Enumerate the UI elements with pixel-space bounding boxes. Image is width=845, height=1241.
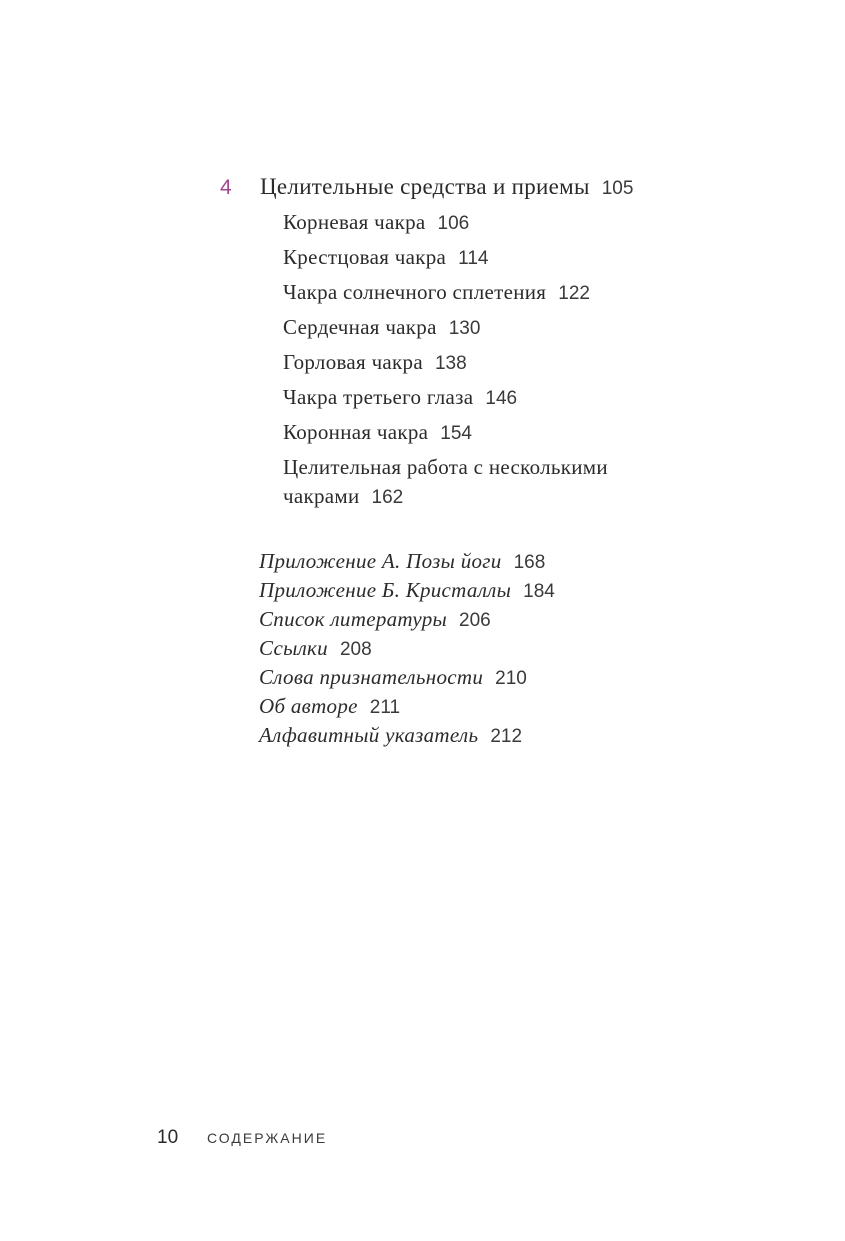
toc-index[interactable] [259,723,522,748]
appendix-page: 184 [523,581,555,602]
toc-entry-page: 146 [485,388,518,409]
appendix-title: Приложение Б. Кристаллы [259,578,512,602]
toc-entry-root-chakra[interactable] [283,210,469,235]
toc-entry-title: Чакра солнечного сплетения [283,280,547,304]
toc-references[interactable] [259,636,372,661]
appendix-page: 168 [513,552,546,573]
toc-entry-title-line2: чакрами [283,484,360,508]
toc-entry-page: 162 [371,487,404,508]
toc-entry-page: 154 [440,423,472,444]
toc-about-author[interactable] [259,694,400,719]
toc-entry-title-line1: Целительная работа с несколькими [283,455,608,479]
toc-bibliography[interactable] [259,607,491,632]
toc-acknowledgments[interactable] [259,665,527,690]
appendix-title: Приложение А. Позы йоги [259,549,502,573]
toc-entry-title: Сердечная чакра [283,315,437,339]
appendix-page: 212 [490,726,523,747]
toc-entry-page: 122 [558,283,590,304]
toc-entry-title: Крестцовая чакра [283,245,447,269]
chapter-page-number: 105 [601,178,634,199]
chapter-heading[interactable] [220,174,633,202]
toc-entry-throat-chakra[interactable] [283,350,467,375]
toc-entry-title: Чакра третьего глаза [283,385,474,409]
toc-entry-page: 130 [448,318,481,339]
appendix-title: Ссылки [259,636,328,660]
toc-entry-crown-chakra[interactable] [283,420,472,445]
footer-page-number: 10 [157,1127,179,1148]
toc-appendix-yoga[interactable] [259,549,545,574]
appendix-title: Об авторе [259,694,358,718]
appendix-page: 206 [459,610,491,631]
toc-entry-title: Горловая чакра [283,350,423,374]
page-footer [157,1127,327,1149]
appendix-page: 208 [339,639,372,660]
appendix-page: 211 [369,697,401,718]
toc-appendix-crystals[interactable] [259,578,555,603]
toc-entry-page: 106 [437,213,470,234]
toc-entry-solar-plexus-chakra[interactable] [283,280,590,305]
appendix-title: Слова признательности [259,665,484,689]
footer-section-title: СОДЕРЖАНИЕ [207,1130,328,1146]
toc-entry-multiple-chakras[interactable] [283,455,703,513]
chapter-number: 4 [220,176,232,199]
toc-entry-sacral-chakra[interactable] [283,245,488,270]
appendix-title: Алфавитный указатель [259,723,479,747]
toc-entry-page: 138 [434,353,467,374]
toc-entry-third-eye-chakra[interactable] [283,385,517,410]
appendix-title: Список литературы [259,607,448,631]
appendix-page: 210 [495,668,527,689]
toc-entry-heart-chakra[interactable] [283,315,480,340]
toc-entry-title: Коронная чакра [283,420,429,444]
toc-entry-page: 114 [458,248,489,269]
chapter-title: Целительные средства и приемы [260,174,590,199]
toc-entry-title: Корневая чакра [283,210,426,234]
